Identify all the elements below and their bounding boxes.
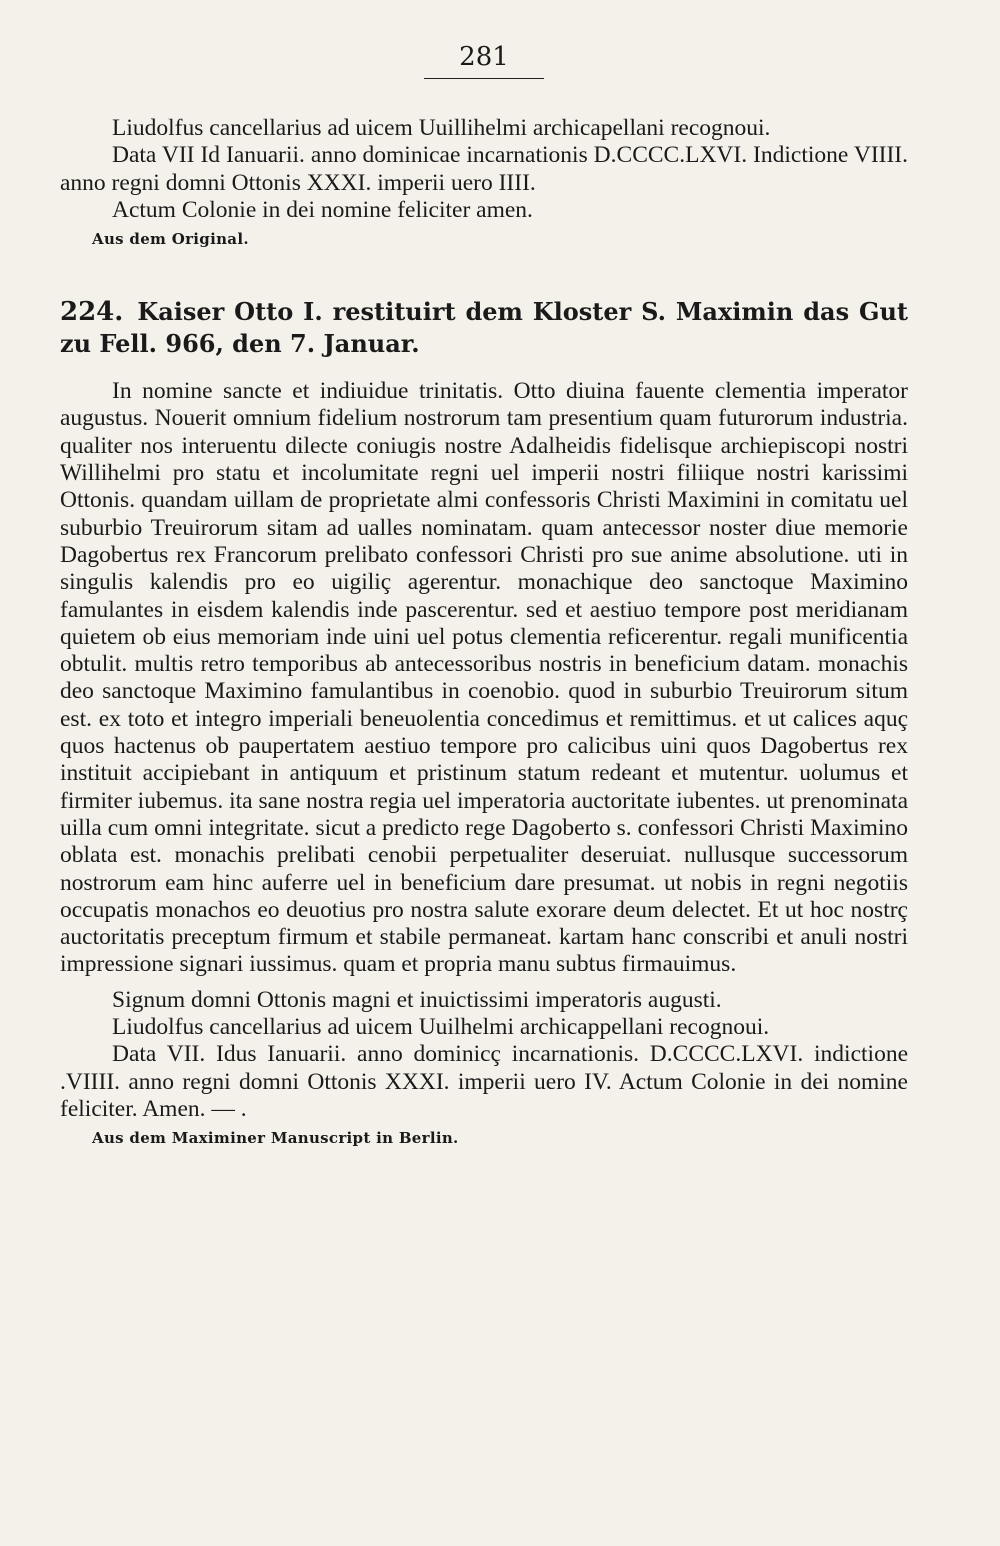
- recognition-line: Liudolfus cancellarius ad uicem Uuillihelmi archicapellani recognoui.: [112, 115, 771, 141]
- previous-document-ending: [60, 115, 908, 248]
- dating-line: Data VII Id Ianuarii. anno dominicae incarnationis D.CCCC.LXVI. Indictione VIIII. anno regni domni Ottonis XXXI. imperii uero IIII.: [60, 142, 908, 196]
- recognition-line-2: Liudolfus cancellarius ad uicem Uuilhelmi archicappellani recognoui.: [112, 1014, 770, 1041]
- charter-title: Kaiser Otto I. restituirt dem Kloster S. Maximin das Gut zu Fell. 966, den 7. Januar.: [60, 297, 908, 359]
- page-number: 281: [459, 42, 509, 72]
- charter-heading: [60, 296, 908, 360]
- signum-line: Signum domni Ottonis magni et inuictissimi imperatoris augusti.: [112, 986, 722, 1013]
- charter-body: [60, 378, 908, 1147]
- source-note: Aus dem Original.: [92, 230, 249, 249]
- header-rule: [424, 78, 544, 79]
- source-note-2: Aus dem Maximiner Manuscript in Berlin.: [92, 1129, 459, 1148]
- charter-number: 224.: [60, 297, 124, 328]
- charter-text: In nomine sancte et indiuidue trinitatis. Otto diuina fauente clementia imperator augustus. Nouerit omnium fidelium nostrorum tam presentium quam futurorum industria. qualiter nos interuentu dilecte coniugis nostre Adalheidis fidelisque archiepiscopi nostri Willihelmi pro statu et incolumitate regni uel imperii nostri filiique nostri karissimi Ottonis. quandam uillam de proprietate almi confessoris Christi Maximini in comitatu uel suburbio Treuirorum sitam ad ualles nominatam. quam antecessor noster diue memorie Dagobertus rex Francorum prelibato confessori Christi pro sue anime absolutione. uti in singulis kalendis pro eo uigiliç agerentur. monachique deo sanctoque Maximino famulantes in eisdem kalendis inde pascerentur. sed et aestiuo tempore post meridianam quietem ob eius memoriam inde uini uel potus clementia reficerentur. regali munificentia obtulit. multis retro temporibus ab antecessoribus nostris in beneficium datam. monachis deo sanctoque Maximino famulantibus in coenobio. quod in suburbio Treuirorum situm est. ex toto et integro imperiali beneuolentia concedimus et remittimus. et ut calices aquç quos hactenus ob paupertatem aestiuo tempore pro calicibus uini quos Dagobertus rex instituit accipiebant in antiquum et pristinum statum redeant et mutentur. uolumus et firmiter iubemus. ita sane nostra regia uel imperatoria auctoritate iubentes. ut prenominata uilla cum omni integritate. sicut a predicto rege Dagoberto s. confessori Christi Maximino oblata est. monachis prelibati cenobii perpetualiter deseruiat. nullusque successorum nostrorum eam hinc auferre uel in beneficium dare presumat. ut nobis in regni negotiis occupatis monachos eo deuotius pro nostra salute exorare deum delectet. Et ut hoc nostrç auctoritatis preceptum firmum et stabile permaneat. kartam hanc conscribi et anuli nostri impressione signari iussimus. quam et propria manu subtus firmauimus.: [60, 378, 908, 978]
- actum-line: Actum Colonie in dei nomine feliciter amen.: [112, 196, 533, 223]
- dating-line-2: Data VII. Idus Ianuarii. anno dominicç incarnationis. D.CCCC.LXVI. indictione .VIIII. anno regni domni Ottonis XXXI. imperii uero IV. Actum Colonie in dei nomine feliciter. Amen. — .: [60, 1041, 908, 1122]
